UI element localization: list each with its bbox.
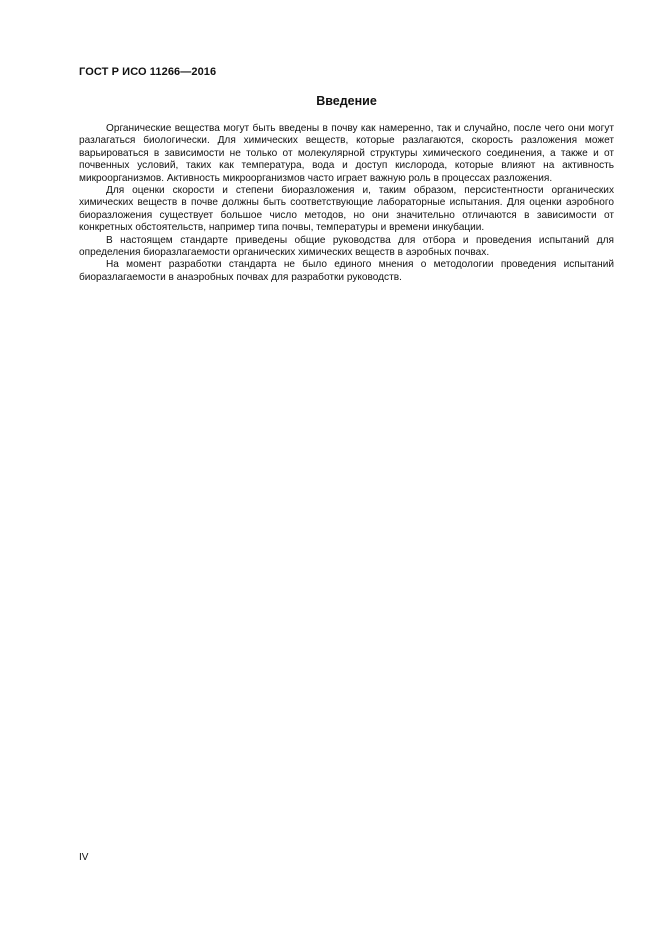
section-title [0,94,661,108]
section-title-text: Введение [316,94,377,108]
paragraph: Для оценки скорости и степени биоразложения и, таким образом, персистентности органических химических веществ в почве должны быть соответствующие лабораторные испытания. Для оценки аэробного биоразложения существует большое число методов, но они значительно отличаются в зависимости от конкретных обстоятельств, например типа почвы, температуры и времени инкубации. [79,185,614,234]
document-code-header: ГОСТ Р ИСО 11266—2016 [79,66,217,78]
paragraph: В настоящем стандарте приведены общие руководства для отбора и проведения испытаний для определения биоразлагаемости органических химических веществ в аэробных почвах. [79,234,614,259]
paragraph: На момент разработки стандарта не было единого мнения о методологии проведения испытаний биоразлагаемости в анаэробных почвах для разработки руководств. [79,259,614,283]
paragraph: Органические вещества могут быть введены в почву как намеренно, так и случайно, после чего они могут разлагаться биологически. Для химических веществ, которые разлагаются, скорость разложения может варьироваться в зависимости не только от молекулярной структуры химического соединения, а также и от почвенных условий, таких как температура, вода и доступ кислорода, которые влияют на активность микроорганизмов. Активность микроорганизмов часто играет важную роль в процессах разложения. [79,123,614,184]
body-text [79,123,614,284]
page-number: IV [79,852,89,863]
